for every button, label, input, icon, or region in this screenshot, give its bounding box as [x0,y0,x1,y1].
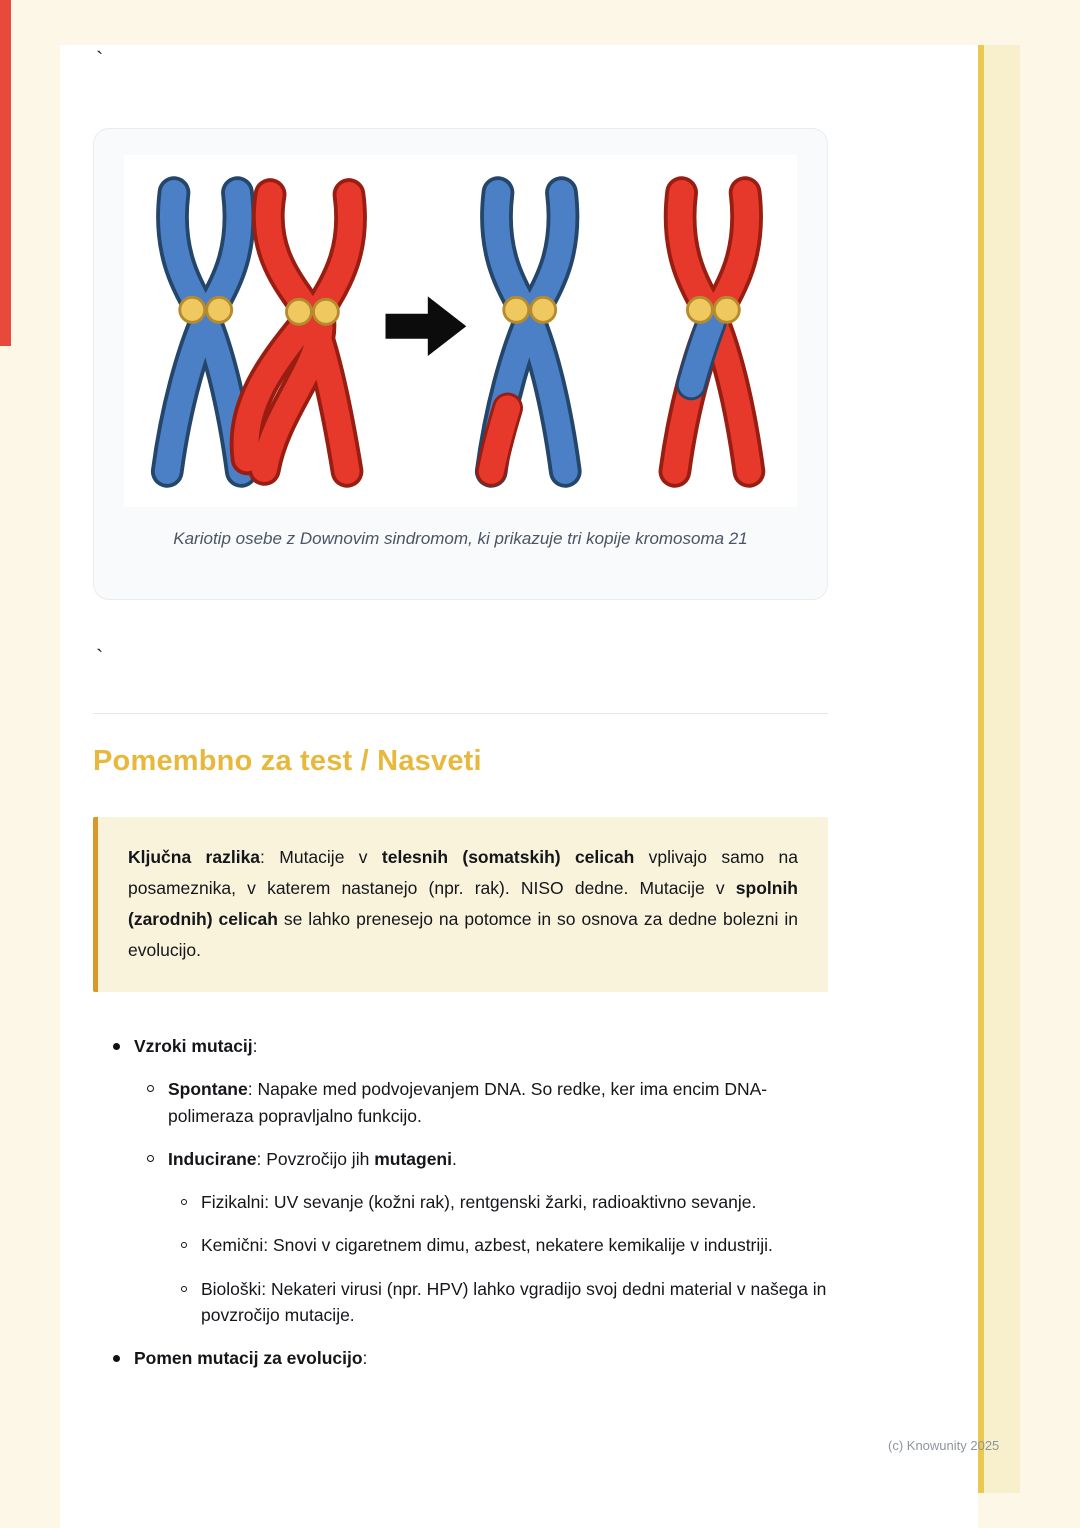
bold-text: mutageni [374,1148,452,1169]
chromosome-after-blue-with-red-tip [491,192,565,471]
arrow-icon [386,296,467,356]
key-difference-callout [93,817,828,992]
chromosome-before-blue [167,192,241,471]
bullet-text [168,1146,841,1172]
plain-text: : [362,1348,368,1368]
chromosome-before-red [246,194,351,471]
bullet-item [181,1276,841,1329]
stray-backtick-top: ` [96,47,104,72]
bullet-text [201,1189,841,1215]
plain-text: : Mutacije v [260,847,382,867]
plain-text: : Povzročijo jih [256,1148,375,1169]
plain-text: : [252,1036,258,1056]
figure-card [93,128,828,600]
section-divider [93,713,828,714]
bullet-item [113,1033,841,1059]
bullet-text [134,1345,841,1371]
section-heading: Pomembno za test / Nasveti [93,745,482,777]
bold-text: Inducirane [168,1148,257,1169]
bullet-marker [181,1242,187,1248]
bullet-marker [113,1043,120,1050]
red-accent-bar [0,0,11,346]
page-edge-strip [978,45,1020,1493]
bullet-item [181,1232,841,1258]
chromosome-illustration-svg [124,165,797,498]
plain-text: se lahko prenesejo na potomce in so osnova za dedne bolezni in evolucijo. [128,909,798,961]
bullet-item [147,1146,841,1172]
bullet-text [168,1076,841,1129]
bold-text: Pomen mutacij za evolucijo [134,1348,363,1368]
bullet-marker [181,1286,187,1292]
chromosome-translocation-illustration [124,155,797,507]
plain-text: Kemični: Snovi v cigaretnem dimu, azbest, nekatere kemikalije v industriji. [201,1235,773,1256]
bold-text: Spontane [168,1079,248,1100]
bullet-marker [147,1155,154,1162]
document-page [60,45,978,1528]
bullet-list [93,1033,841,1388]
bullet-text [134,1033,841,1059]
bullet-marker [147,1085,154,1092]
bold-text: Ključna razlika [128,847,261,867]
figure-caption: Kariotip osebe z Downovim sindromom, ki prikazuje tri kopije kromosoma 21 [173,529,748,548]
plain-text: Fizikalni: UV sevanje (kožni rak), rentgenski žarki, radioaktivno sevanje. [201,1192,757,1212]
bold-text: Vzroki mutacij [134,1036,253,1056]
bullet-item [147,1076,841,1129]
bullet-marker [113,1355,120,1362]
bullet-item [113,1345,841,1371]
stray-backtick-middle: ` [96,645,104,670]
bullet-text [201,1232,841,1258]
copyright-watermark: (c) Knowunity 2025 [888,1438,1000,1453]
chromosome-after-red-with-blue-segment [675,192,749,471]
bold-text: spolnih (zarodnih) celicah [128,878,798,930]
bullet-item [181,1189,841,1215]
bullet-marker [181,1199,187,1205]
plain-text: : Napake med podvojevanjem DNA. So redke, ker ima encim DNA-polimeraza popravljalno funkcijo. [168,1079,768,1126]
plain-text: vplivajo samo na posameznika, v katerem nastanejo (npr. rak). NISO dedne. Mutacije v [128,847,798,899]
bullet-text [201,1276,841,1329]
callout-text [128,842,798,967]
plain-text: Biološki: Nekateri virusi (npr. HPV) lahko vgradijo svoj dedni material v našega in povzročijo mutacije. [201,1278,827,1325]
bold-text: telesnih (somatskih) celicah [381,847,635,867]
plain-text: . [451,1148,457,1169]
